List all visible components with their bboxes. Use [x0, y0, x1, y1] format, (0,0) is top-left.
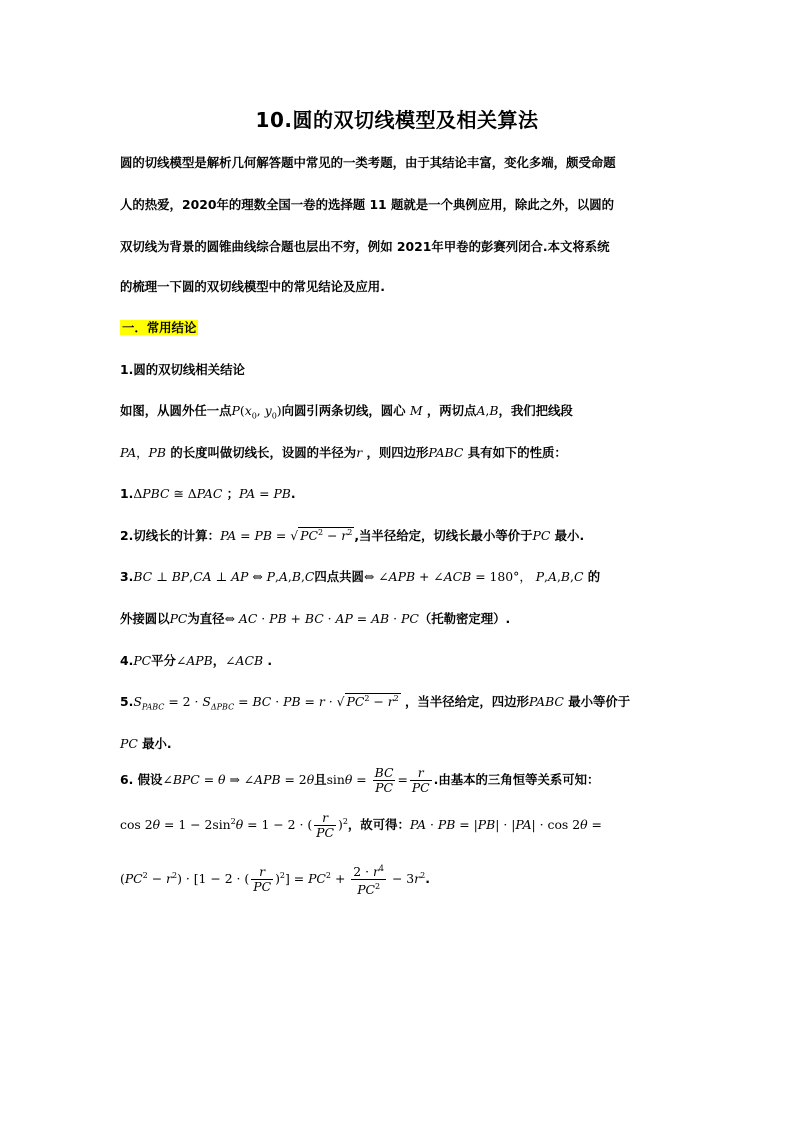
paragraph-line-1: 如图，从圆外任一点$P(x_0$, $y_0$)向圆引两条切线，圆心 M ，两切点A,B，我们把线段 — [120, 403, 573, 421]
property-2: 2.切线长的计算：PA = PB = √ $PC^2 - r^2$ ,当半径给定，切线长最小等价于PC 最小. — [120, 527, 585, 543]
paragraph-line-2: PA，PB 的长度叫做切线长，设圆的半径为r ，则四边形PABC 具有如下的性质： — [120, 445, 567, 460]
intro-line-3: 双切线为背景的圆锥曲线综合题也层出不穷，例如 2021年甲卷的彭赛列闭合.本文将系统 — [120, 239, 610, 254]
property-6: 6. 假设∠BPC = θ ⇒ ∠APB = 2θ且sinθ = $\frac{BC}{PC}$ = $\frac{r}{PC}$ .由基本的三角恒等关系可知： — [120, 765, 600, 795]
intro-line-2: 人的热爱，2020年的理数全国一卷的选择题 11 题就是一个典例应用，除此之外，以圆的 — [120, 197, 615, 212]
property-4: 4.PC平分∠APB，∠ACB . — [120, 653, 273, 668]
intro-line-1: 圆的切线模型是解析几何解答题中常见的一类考题，由于其结论丰富，变化多端，颇受命题 — [120, 155, 616, 170]
section-heading — [120, 318, 680, 336]
formula-result: $(PC^2 - r^2) \cdot [1 - 2$ · ( $\frac{r}{PC}$ )$^2] = PC^2$ + $\frac{2 \cdot r^4}{PC^2}$ − $3r^2$. — [120, 864, 430, 898]
subsection-heading: 1.圆的双切线相关结论 — [120, 362, 245, 377]
property-5-cont: PC 最小. — [120, 736, 172, 751]
section-heading-highlight: 一．常用结论 — [122, 320, 197, 335]
formula-cos2theta: $\cos 2\theta = 1 - 2\sin^2\theta = 1 - 2$ · ( $\frac{r}{PC}$ )$^2$，故可得：PA · PB = |PB| · |PA| · cos 2θ = — [120, 810, 602, 840]
property-3: 3.BC ⊥ BP,CA ⊥ AP ⇔ P,A,B,C四点共圆⇔ ∠APB + ∠ACB = 180°， P,A,B,C 的 — [120, 569, 601, 584]
property-3-cont: 外接圆以PC为直径⇔ AC · PB + BC · AP = AB · PC（托勒密定理）. — [120, 611, 511, 626]
property-5: $5.S_{PABC} = 2 \cdot S_{\Delta PBC}$ = BC · PB = r · √ $PC^2 - r^2$ ，当半径给定，四边形PABC 最小等价于 — [120, 693, 631, 712]
page-title: 10.圆的双切线模型及相关算法 — [255, 108, 539, 132]
property-1: 1.ΔPBC ≅ ΔPAC ；PA = PB. — [120, 486, 296, 501]
intro-line-4: 的梳理一下圆的双切线模型中的常见结论及应用. — [120, 279, 385, 294]
